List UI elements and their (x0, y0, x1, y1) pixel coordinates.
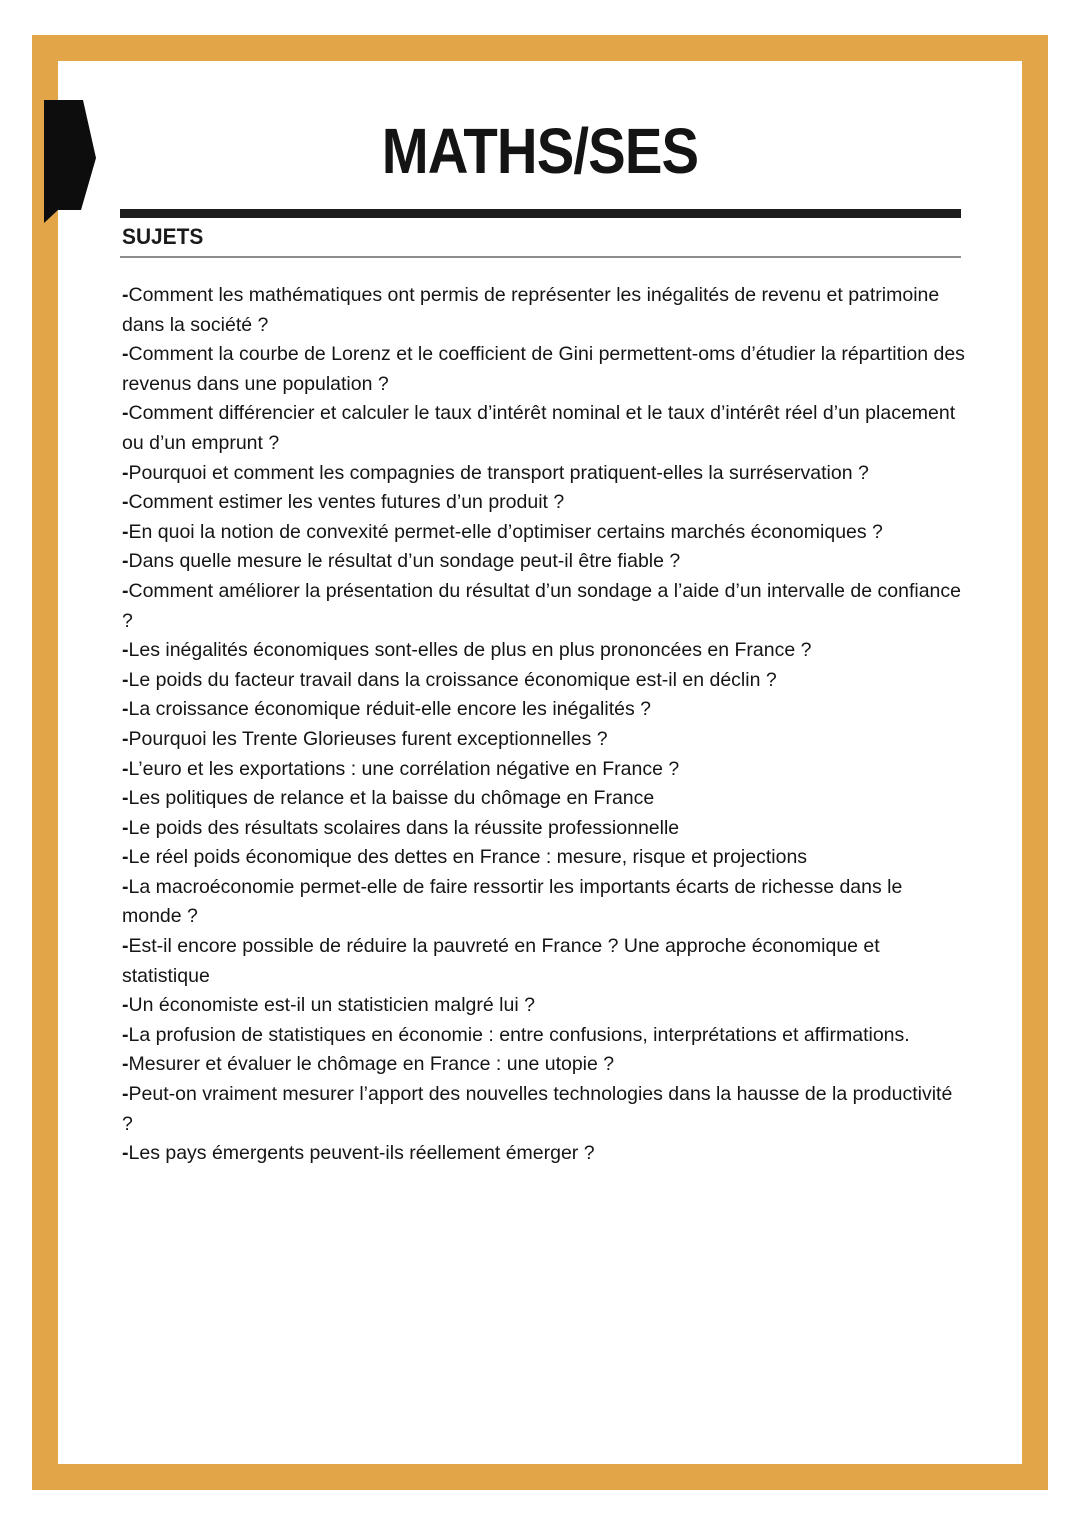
subject-item (122, 932, 967, 991)
bullet-dash: - (122, 520, 129, 543)
subject-text: Dans quelle mesure le résultat d’un sondage peut-il être fiable ? (128, 550, 681, 573)
subject-item (122, 518, 967, 548)
subject-text: Comment estimer les ventes futures d’un produit ? (128, 491, 565, 514)
subject-item (122, 873, 967, 932)
subject-text: Mesurer et évaluer le chômage en France : une utopie ? (128, 1053, 615, 1076)
bullet-dash: - (122, 1142, 129, 1165)
subject-item (122, 755, 967, 785)
bullet-dash: - (122, 461, 129, 484)
subject-text: Est-il encore possible de réduire la pauvreté en France ? Une approche économique et statistique (122, 935, 880, 987)
bullet-dash: - (122, 816, 129, 839)
subject-item (122, 991, 967, 1021)
subject-text: Le réel poids économique des dettes en France : mesure, risque et projections (128, 846, 808, 869)
subject-text: La profusion de statistiques en économie : entre confusions, interprétations et affirmations. (128, 1023, 910, 1046)
subject-text: Un économiste est-il un statisticien malgré lui ? (128, 994, 535, 1017)
subject-item (122, 636, 967, 666)
title-divider-rule (120, 209, 961, 218)
bullet-dash: - (122, 1083, 129, 1106)
bullet-dash: - (122, 550, 129, 573)
subject-item (122, 784, 967, 814)
subject-text: Comment la courbe de Lorenz et le coefficient de Gini permettent-oms d’étudier la répartition des revenus dans une population ? (122, 343, 965, 395)
bullet-dash: - (122, 757, 129, 780)
bullet-dash: - (122, 402, 129, 425)
bullet-dash: - (122, 343, 129, 366)
subject-item (122, 843, 967, 873)
subject-text: Le poids des résultats scolaires dans la réussite professionnelle (128, 816, 680, 839)
subject-text: Les inégalités économiques sont-elles de plus en plus prononcées en France ? (128, 639, 812, 662)
subject-item (122, 1050, 967, 1080)
subject-text: La croissance économique réduit-elle encore les inégalités ? (128, 698, 651, 721)
subject-text: Les pays émergents peuvent-ils réellement émerger ? (128, 1142, 595, 1165)
bullet-dash: - (122, 579, 129, 602)
bullet-dash: - (122, 787, 129, 810)
bullet-dash: - (122, 994, 129, 1017)
subject-list (122, 281, 967, 1169)
subject-item (122, 1080, 967, 1139)
section-heading: SUJETS (122, 224, 204, 249)
bullet-dash: - (122, 1023, 129, 1046)
subject-item (122, 695, 967, 725)
bullet-dash: - (122, 727, 129, 750)
bullet-dash: - (122, 668, 129, 691)
bullet-dash: - (122, 698, 129, 721)
subject-item (122, 281, 967, 340)
subject-text: Comment les mathématiques ont permis de représenter les inégalités de revenu et patrimoine dans la société ? (122, 284, 940, 336)
subject-item (122, 340, 967, 399)
subject-text: Comment améliorer la présentation du résultat d’un sondage a l’aide d’un intervalle de confiance ? (122, 579, 962, 632)
subject-item (122, 488, 967, 518)
subject-item (122, 814, 967, 844)
subject-item (122, 1139, 967, 1169)
subject-text: Pourquoi les Trente Glorieuses furent exceptionnelles ? (128, 727, 608, 750)
subject-item (122, 459, 967, 489)
subject-text: Comment différencier et calculer le taux d’intérêt nominal et le taux d’intérêt réel d’un placement ou d’un emprunt ? (122, 402, 956, 454)
bullet-dash: - (122, 284, 129, 306)
subject-item (122, 666, 967, 696)
subject-text: Les politiques de relance et la baisse du chômage en France (128, 787, 655, 810)
subject-text: Peut-on vraiment mesurer l’apport des nouvelles technologies dans la hausse de la productivité ? (122, 1083, 953, 1135)
subject-text: Le poids du facteur travail dans la croissance économique est-il en déclin ? (128, 668, 777, 691)
subject-text: La macroéconomie permet-elle de faire ressortir les importants écarts de richesse dans le monde ? (122, 875, 903, 928)
subject-item (122, 725, 967, 755)
subject-text: L’euro et les exportations : une corrélation négative en France ? (128, 757, 680, 780)
bullet-dash: - (122, 1053, 129, 1076)
subject-text: Pourquoi et comment les compagnies de transport pratiquent-elles la surréservation ? (128, 461, 869, 484)
bullet-dash: - (122, 875, 129, 898)
section-divider-rule (120, 256, 961, 258)
bullet-dash: - (122, 846, 129, 869)
subject-item (122, 547, 967, 577)
page-title: MATHS/SES (381, 115, 699, 187)
bullet-dash: - (122, 491, 129, 514)
subject-item (122, 1021, 967, 1051)
bullet-dash: - (122, 639, 129, 662)
bullet-dash: - (122, 935, 129, 958)
subject-item (122, 399, 967, 458)
subject-text: En quoi la notion de convexité permet-elle d’optimiser certains marchés économiques ? (128, 520, 883, 543)
subject-item (122, 577, 967, 636)
